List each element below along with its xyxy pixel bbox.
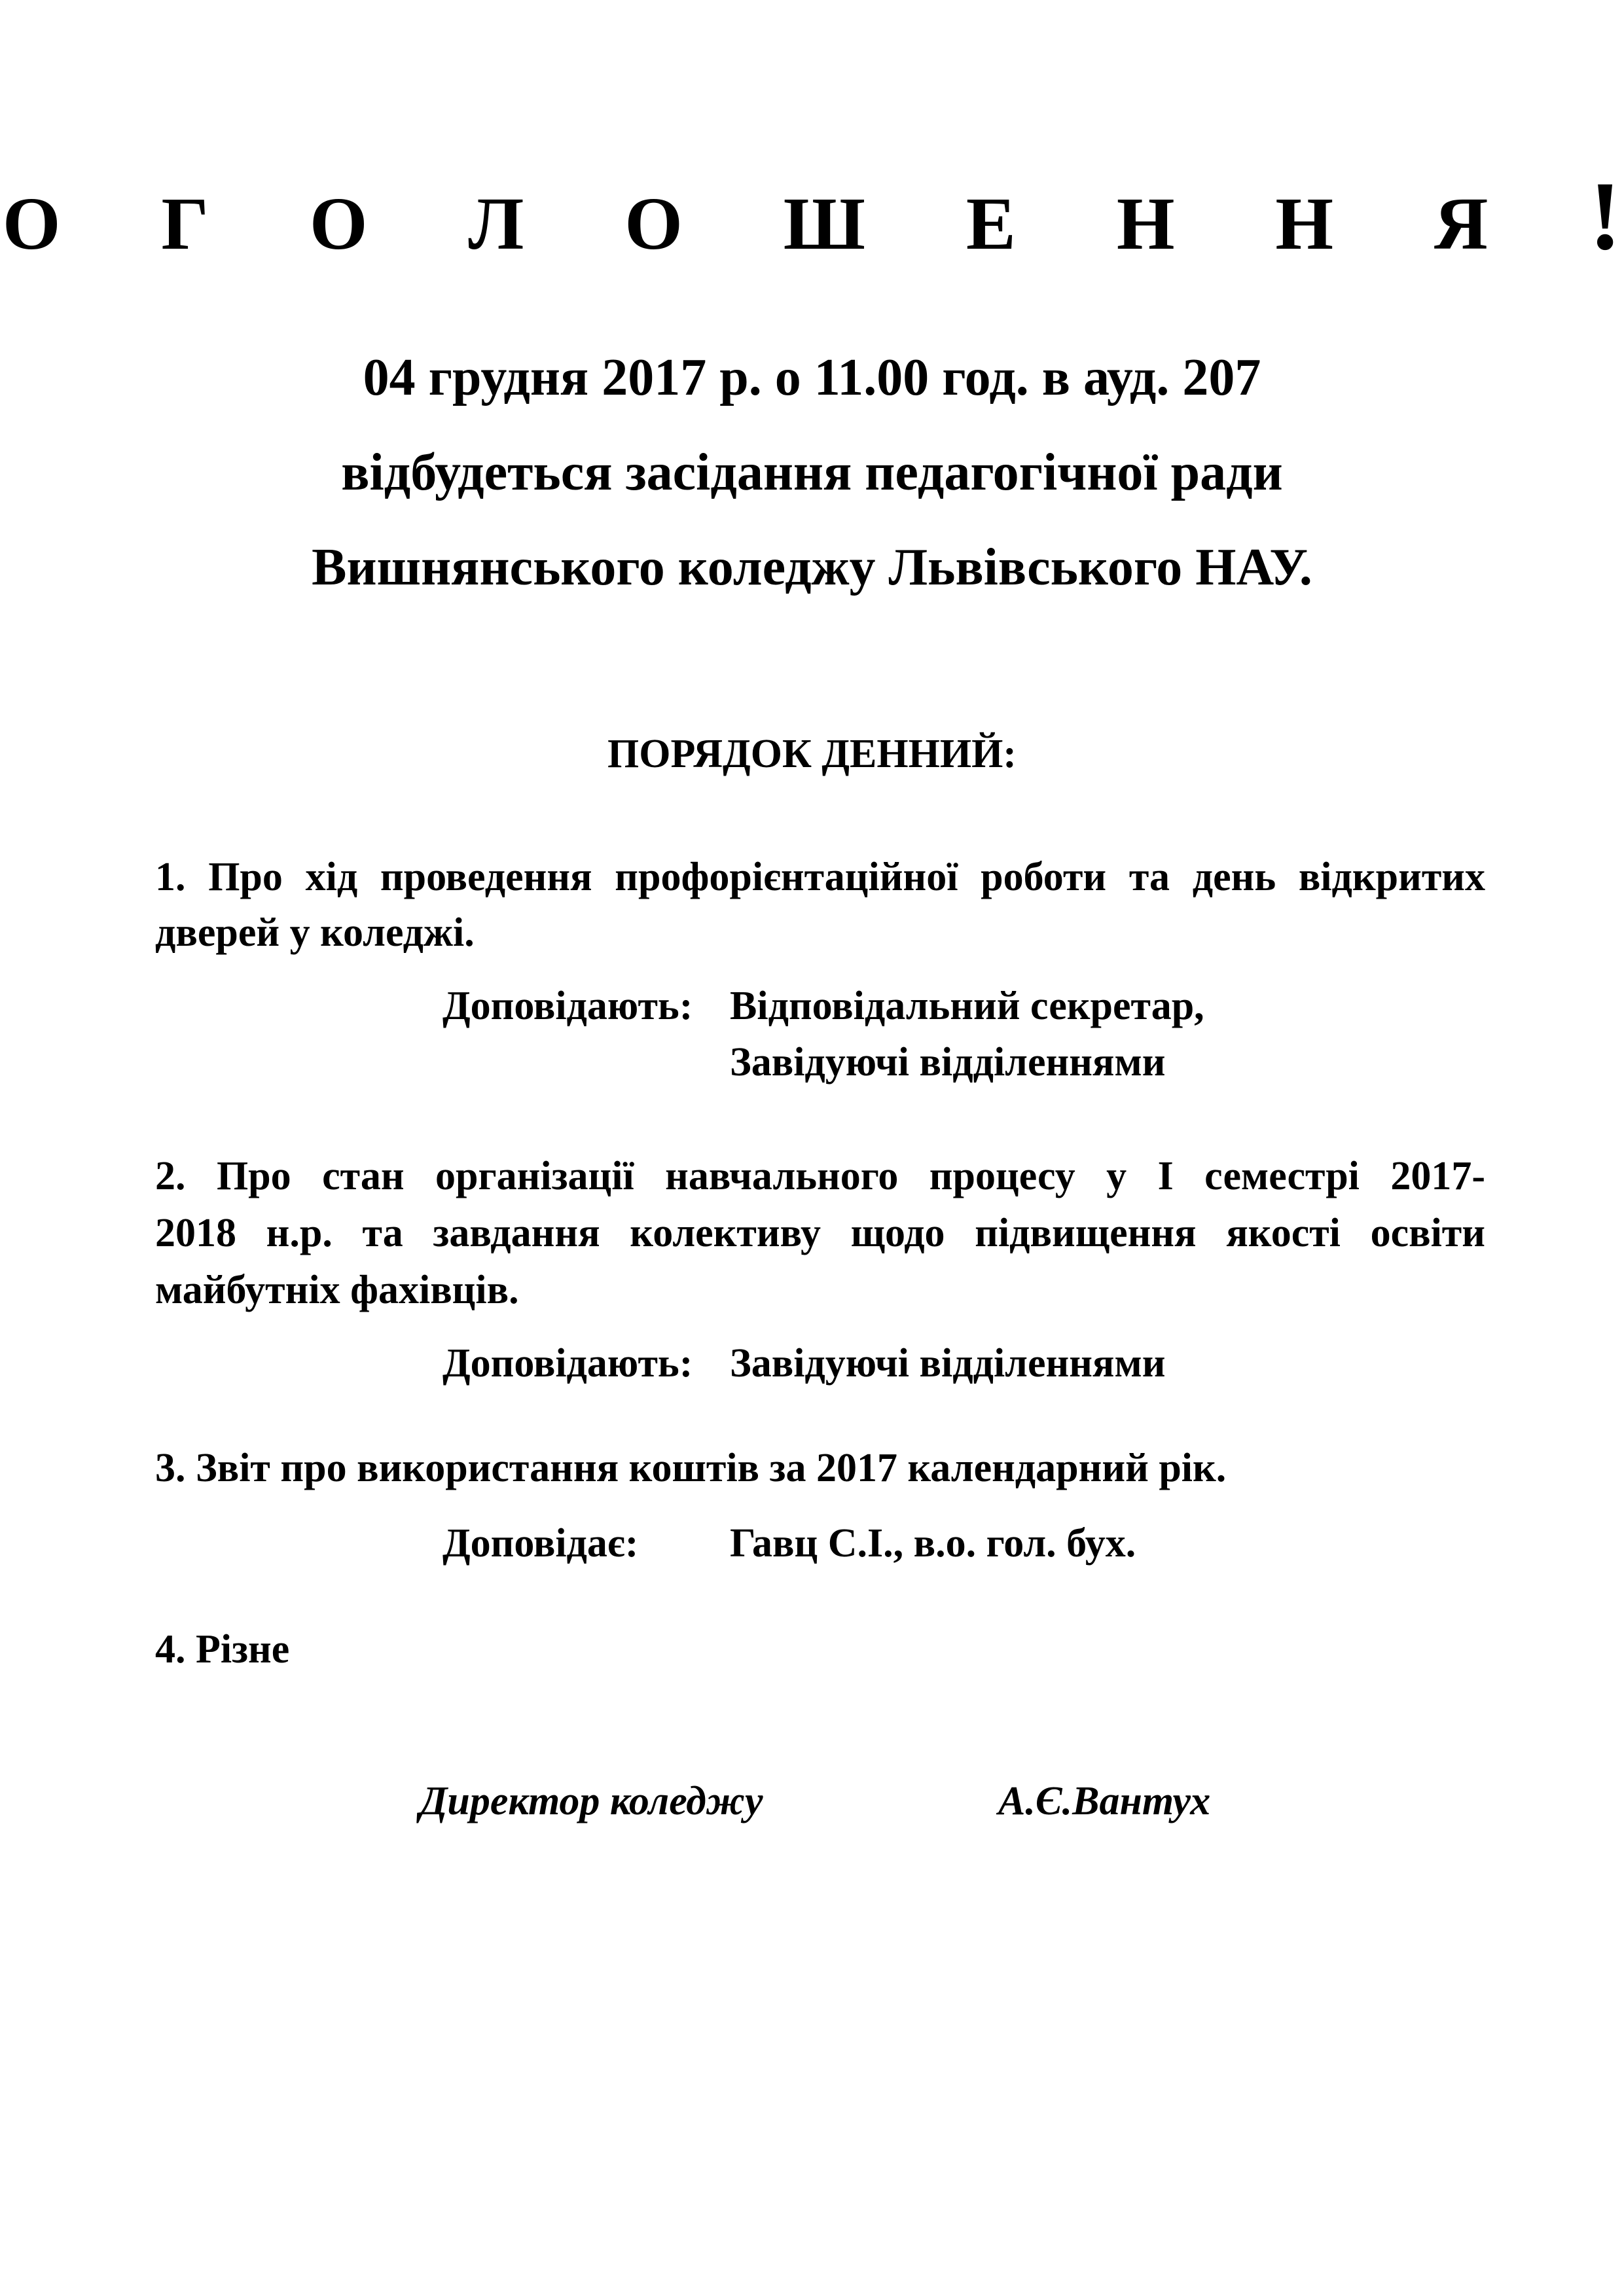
agenda-heading: ПОРЯДОК ДЕННИЙ: [607, 732, 1017, 776]
agenda-item-1-reporter-2: Завідуючі відділеннями [730, 1040, 1166, 1085]
agenda-item-3-reporter-1: Гавц С.І., в.о. гол. бух. [730, 1521, 1136, 1566]
announcement-title-mark: ! [1589, 162, 1622, 270]
agenda-item-2-reporter-1: Завідуючі відділеннями [730, 1341, 1166, 1386]
agenda-item-3-line-1: 3. Звіт про використання коштів за 2017 календарний рік. [155, 1446, 1227, 1490]
agenda-item-3-reporter-label: Доповідає: [442, 1521, 639, 1566]
agenda-item-1-reporter-label: Доповідають: [442, 984, 693, 1028]
agenda-item-2-line-1: 2. Про стан організації навчального процесу у І семестрі 2017- [155, 1154, 1485, 1198]
agenda-item-1-line-2: дверей у коледжі. [155, 910, 475, 955]
signature-position: Директор коледжу [420, 1779, 763, 1823]
agenda-item-2-line-3: майбутніх фахівців. [155, 1268, 519, 1312]
signature-name: А.Є.Вантух [998, 1779, 1211, 1823]
announcement-title [0, 162, 1624, 273]
agenda-item-2-reporter-label: Доповідають: [442, 1341, 693, 1386]
meeting-date-line: 04 грудня 2017 р. о 11.00 год. в ауд. 207 [363, 349, 1261, 406]
agenda-item-1-line-1: 1. Про хід проведення профорієнтаційної роботи та день відкритих [155, 855, 1485, 899]
meeting-purpose-line: відбудеться засідання педагогічної ради [341, 444, 1283, 501]
announcement-title-text: О Г О Л О Ш Е Н Н Я [2, 182, 1530, 265]
agenda-item-1-reporter-1: Відповідальний секретар, [730, 984, 1204, 1028]
meeting-institution-line: Вишнянського коледжу Львівського НАУ. [312, 539, 1312, 596]
agenda-item-4-line-1: 4. Різне [155, 1627, 290, 1672]
agenda-item-2-line-2: 2018 н.р. та завдання колективу щодо підвищення якості освіти [155, 1211, 1485, 1255]
